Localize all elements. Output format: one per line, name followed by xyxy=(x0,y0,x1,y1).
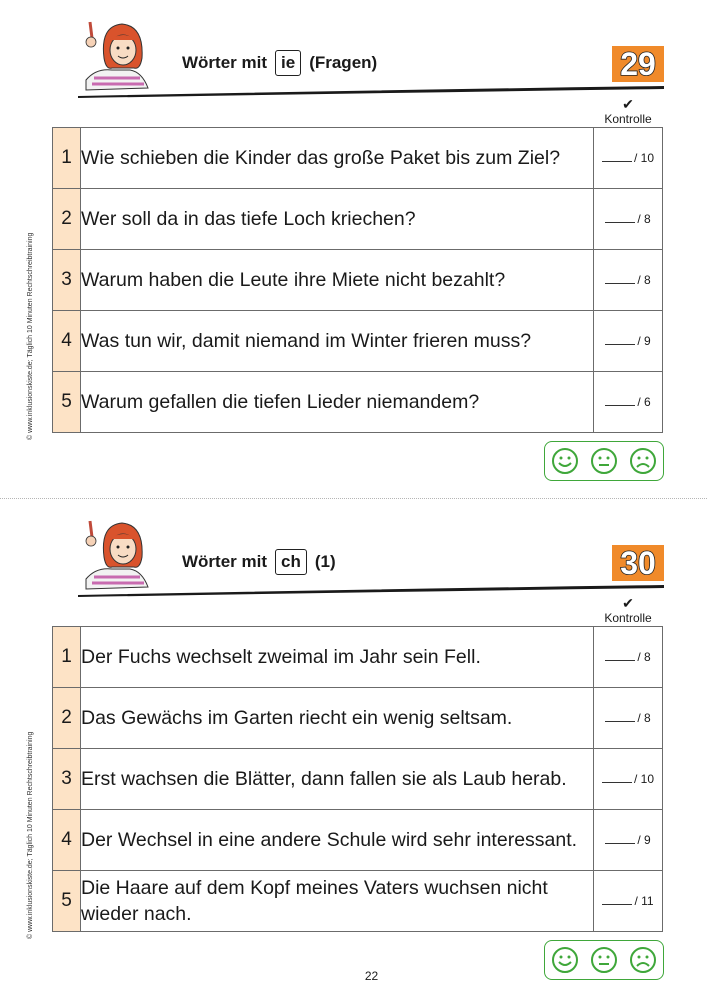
copyright-note: © www.inklusionskiste.de; Täglich 10 Minuten Rechtschreibtraining xyxy=(27,232,34,440)
cut-line xyxy=(0,498,707,499)
title-letter-box: ie xyxy=(275,50,301,76)
task-table xyxy=(52,626,663,932)
score-max: / 9 xyxy=(637,334,651,348)
unit-number-badge xyxy=(610,541,666,583)
score-max: / 9 xyxy=(637,833,651,847)
score-field[interactable] xyxy=(594,688,663,749)
task-number: 3 xyxy=(53,749,81,810)
task-number: 3 xyxy=(53,250,81,311)
task-sentence: Der Wechsel in eine andere Schule wird sehr interessant. xyxy=(81,810,594,871)
unit-title xyxy=(182,549,336,575)
task-sentence: Wie schieben die Kinder das große Paket bis zum Ziel? xyxy=(81,128,594,189)
table-row xyxy=(53,871,663,932)
page-number: 22 xyxy=(364,969,379,983)
score-max: / 8 xyxy=(637,711,651,725)
title-brush-line xyxy=(78,583,664,597)
score-max: / 11 xyxy=(634,894,654,908)
kontrolle-header xyxy=(596,596,660,625)
title-brush-line xyxy=(78,84,664,98)
score-field[interactable] xyxy=(594,372,663,433)
neutral-smiley-icon[interactable] xyxy=(589,446,619,476)
table-row xyxy=(53,250,663,311)
task-sentence: Die Haare auf dem Kopf meines Vaters wuchsen nicht wieder nach. xyxy=(81,871,594,932)
task-number: 1 xyxy=(53,128,81,189)
kontrolle-label: Kontrolle xyxy=(604,611,652,625)
happy-smiley-icon[interactable] xyxy=(550,446,580,476)
task-sentence: Erst wachsen die Blätter, dann fallen sie als Laub herab. xyxy=(81,749,594,810)
task-number: 2 xyxy=(53,189,81,250)
title-prefix: Wörter mit xyxy=(182,53,267,72)
title-suffix: (Fragen) xyxy=(309,53,378,72)
score-max: / 10 xyxy=(633,772,654,786)
task-number: 1 xyxy=(53,627,81,688)
score-field[interactable] xyxy=(594,128,663,189)
title-suffix: (1) xyxy=(314,552,336,571)
table-row xyxy=(53,128,663,189)
table-row xyxy=(53,810,663,871)
task-sentence: Warum gefallen die tiefen Lieder niemandem? xyxy=(81,372,594,433)
score-field[interactable] xyxy=(594,189,663,250)
table-row xyxy=(53,311,663,372)
task-sentence: Wer soll da in das tiefe Loch kriechen? xyxy=(81,189,594,250)
task-sentence: Warum haben die Leute ihre Miete nicht bezahlt? xyxy=(81,250,594,311)
sad-smiley-icon[interactable] xyxy=(628,446,658,476)
score-max: / 6 xyxy=(637,395,651,409)
unit-title xyxy=(182,50,377,76)
kontrolle-header xyxy=(596,97,660,126)
unit-number: 30 xyxy=(620,545,656,581)
checkmark-icon: ✔ xyxy=(622,595,634,611)
table-row xyxy=(53,189,663,250)
score-field[interactable] xyxy=(594,250,663,311)
task-number: 4 xyxy=(53,311,81,372)
kontrolle-label: Kontrolle xyxy=(604,112,652,126)
checkmark-icon: ✔ xyxy=(622,96,634,112)
task-sentence: Was tun wir, damit niemand im Winter frieren muss? xyxy=(81,311,594,372)
table-row xyxy=(53,749,663,810)
self-assessment-smileys xyxy=(544,441,664,481)
task-sentence: Der Fuchs wechselt zweimal im Jahr sein Fell. xyxy=(81,627,594,688)
table-row xyxy=(53,688,663,749)
unit-number-badge xyxy=(610,42,666,84)
table-row xyxy=(53,372,663,433)
score-field[interactable] xyxy=(594,627,663,688)
score-max: / 8 xyxy=(637,273,651,287)
girl-illustration xyxy=(78,517,158,592)
task-number: 2 xyxy=(53,688,81,749)
copyright-note: © www.inklusionskiste.de; Täglich 10 Minuten Rechtschreibtraining xyxy=(27,731,34,939)
task-number: 5 xyxy=(53,372,81,433)
score-max: / 8 xyxy=(637,650,651,664)
task-number: 5 xyxy=(53,871,81,932)
task-number: 4 xyxy=(53,810,81,871)
title-letter-box: ch xyxy=(275,549,307,575)
score-max: / 10 xyxy=(633,151,654,165)
score-field[interactable] xyxy=(594,749,663,810)
score-max: / 8 xyxy=(637,212,651,226)
girl-illustration xyxy=(78,18,158,93)
table-row xyxy=(53,627,663,688)
task-table xyxy=(52,127,663,433)
task-sentence: Das Gewächs im Garten riecht ein wenig seltsam. xyxy=(81,688,594,749)
score-field[interactable] xyxy=(594,810,663,871)
unit-number: 29 xyxy=(620,46,656,82)
score-field[interactable] xyxy=(594,871,663,932)
title-prefix: Wörter mit xyxy=(182,552,267,571)
score-field[interactable] xyxy=(594,311,663,372)
